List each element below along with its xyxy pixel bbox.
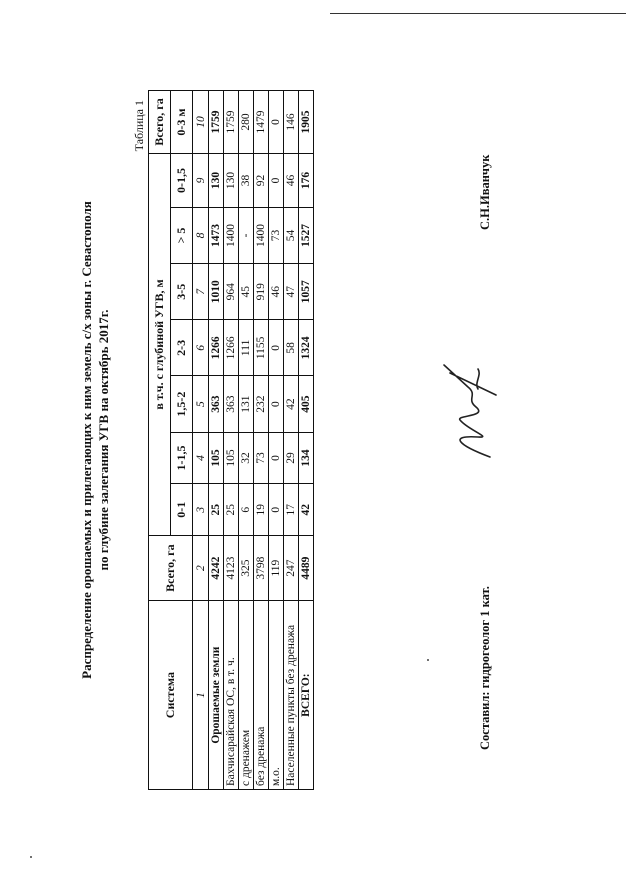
table-cell: 29 [284, 432, 299, 484]
table-cell: 363 [224, 376, 239, 432]
header-row-1 [149, 91, 171, 790]
row-label: Бахчисарайская ОС, в т. ч. [224, 601, 239, 790]
table-cell: 1155 [254, 320, 269, 376]
table-cell: 38 [239, 153, 254, 207]
ugv-distribution-table [148, 90, 314, 790]
header-depth-group: в т.ч. с глубиной УГВ, м [149, 153, 171, 535]
table-cell: 42 [299, 484, 314, 536]
table-cell: 105 [224, 432, 239, 484]
table-cell: 4489 [299, 536, 314, 601]
header-total-right: Всего, га [149, 91, 171, 154]
table-cell: 92 [254, 153, 269, 207]
table-cell: 25 [209, 484, 224, 536]
table-cell: 325 [239, 536, 254, 601]
table-cell: 4123 [224, 536, 239, 601]
table-cell: 363 [209, 376, 224, 432]
table-cell: 45 [239, 264, 254, 320]
table-cell: 1905 [299, 91, 314, 154]
table-cell: 105 [209, 432, 224, 484]
table-cell: 6 [239, 484, 254, 536]
table-cell: 964 [224, 264, 239, 320]
table-cell: 1400 [224, 207, 239, 263]
title-line-2: по глубине залегания УГВ на октябрь 2017г. [96, 309, 111, 571]
table-cell: 54 [284, 207, 299, 263]
header-total: Всего, га [149, 536, 193, 601]
table-cell: 247 [284, 536, 299, 601]
depth-col-header: 0-1,5 [171, 153, 193, 207]
table-cell: 1400 [254, 207, 269, 263]
depth-col-header: 1-1,5 [171, 432, 193, 484]
signature-icon [438, 345, 508, 465]
table-cell: 0 [269, 320, 284, 376]
table-cell: 1010 [209, 264, 224, 320]
row-label: без дренажа [254, 601, 269, 790]
table-cell: 25 [224, 484, 239, 536]
table-cell: 919 [254, 264, 269, 320]
table-cell: - [239, 207, 254, 263]
table-row [224, 91, 239, 790]
table-row [209, 91, 224, 790]
table-cell: 58 [284, 320, 299, 376]
table-cell: 1266 [209, 320, 224, 376]
depth-col-header: 1,5-2 [171, 376, 193, 432]
table-cell: 4242 [209, 536, 224, 601]
table-cell: 111 [239, 320, 254, 376]
table-cell: 232 [254, 376, 269, 432]
table-cell: 130 [209, 153, 224, 207]
table-cell: 46 [269, 264, 284, 320]
table-row [284, 91, 299, 790]
table-cell: 1759 [224, 91, 239, 154]
table-caption: Таблица 1 [132, 100, 146, 152]
table-cell: 73 [254, 432, 269, 484]
depth-col-header: > 5 [171, 207, 193, 263]
table-cell: 3798 [254, 536, 269, 601]
table-row [239, 91, 254, 790]
compiler-name: С.Н.Иванчук [478, 154, 492, 230]
column-number: 9 [193, 153, 209, 207]
scan-speck [30, 856, 32, 858]
table-row [254, 91, 269, 790]
depth-col-header: 2-3 [171, 320, 193, 376]
title-line-1: Распределение орошаемых и прилегающих к ним земель с/х зоны г. Севастополя [79, 201, 94, 679]
table-cell: 1527 [299, 207, 314, 263]
table-cell: 280 [239, 91, 254, 154]
table-row [269, 91, 284, 790]
table-cell: 1479 [254, 91, 269, 154]
column-number: 8 [193, 207, 209, 263]
depth-col-header: 0-3 м [171, 91, 193, 154]
table-cell: 146 [284, 91, 299, 154]
table-cell: 176 [299, 153, 314, 207]
table-cell: 1473 [209, 207, 224, 263]
table-cell: 47 [284, 264, 299, 320]
column-number: 6 [193, 320, 209, 376]
table-cell: 32 [239, 432, 254, 484]
table-cell: 1759 [209, 91, 224, 154]
table-cell: 134 [299, 432, 314, 484]
compiled-by: Составил: гидрогеолог 1 кат. [478, 586, 492, 750]
table-row [299, 91, 314, 790]
row-label: с дренажем [239, 601, 254, 790]
depth-col-header: 0-1 [171, 484, 193, 536]
column-number-row [193, 91, 209, 790]
table-cell: 119 [269, 536, 284, 601]
column-number: 2 [193, 536, 209, 601]
column-number: 4 [193, 432, 209, 484]
column-number: 1 [193, 601, 209, 790]
column-number: 10 [193, 91, 209, 154]
table-cell: 0 [269, 484, 284, 536]
depth-col-header: 3-5 [171, 264, 193, 320]
table-cell: 405 [299, 376, 314, 432]
row-label: Населенные пункты без дренажа [284, 601, 299, 790]
table-cell: 46 [284, 153, 299, 207]
column-number: 3 [193, 484, 209, 536]
table-cell: 0 [269, 91, 284, 154]
table-body [209, 91, 314, 790]
table-cell: 0 [269, 153, 284, 207]
top-rule [330, 13, 626, 14]
header-system: Система [149, 601, 193, 790]
row-label: м.о. [269, 601, 284, 790]
column-number: 7 [193, 264, 209, 320]
table-cell: 17 [284, 484, 299, 536]
table-cell: 0 [269, 376, 284, 432]
table-cell: 1324 [299, 320, 314, 376]
rotated-page [50, 60, 590, 820]
table-cell: 1057 [299, 264, 314, 320]
row-label: ВСЕГО: [299, 601, 314, 790]
document-title [78, 60, 112, 820]
table-cell: 19 [254, 484, 269, 536]
table-cell: 1266 [224, 320, 239, 376]
table-cell: 130 [224, 153, 239, 207]
table-cell: 73 [269, 207, 284, 263]
row-label: Орошаемые земли [209, 601, 224, 790]
column-number: 5 [193, 376, 209, 432]
table-cell: 0 [269, 432, 284, 484]
table-cell: 131 [239, 376, 254, 432]
table-cell: 42 [284, 376, 299, 432]
